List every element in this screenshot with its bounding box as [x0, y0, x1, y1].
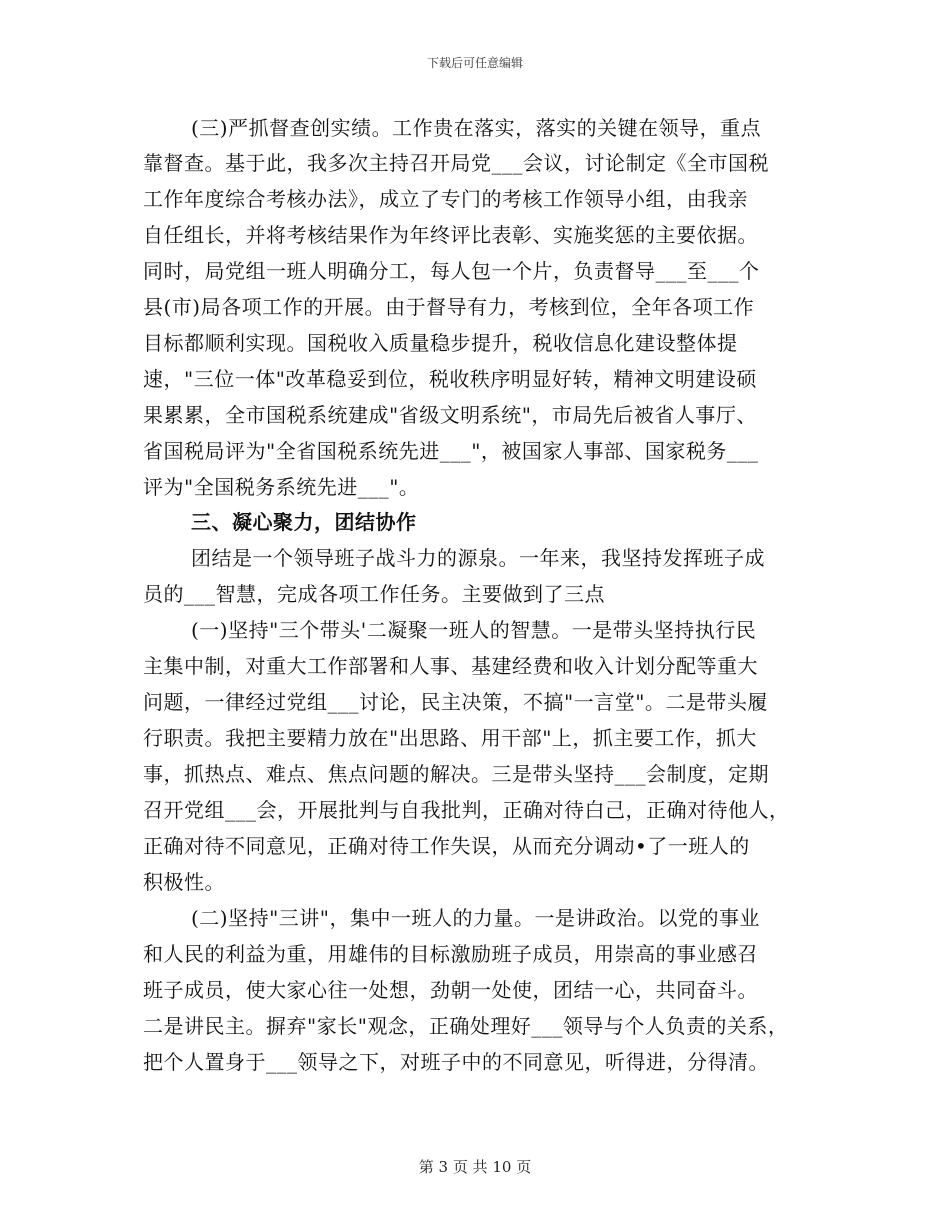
text-line: 行职责。我把主要精力放在"出思路、用干部"上，抓主要工作，抓大 [143, 726, 757, 750]
text-line: 主集中制，对重大工作部署和人事、基建经费和收入计划分配等重大 [143, 654, 758, 678]
text-line: 评为"全国税务系统先进___"。 [143, 475, 420, 499]
text-line: 速，"三位一体"改革稳妥到位，税收秩序明显好转，精神文明建设硕 [143, 367, 757, 391]
text-line: (二)坚持"三讲"，集中一班人的力量。一是讲政治。以党的事业 [191, 906, 761, 930]
section-heading: 三、凝心聚力，团结协作 [191, 510, 417, 534]
text-line: 县(市)局各项工作的开展。由于督导有力，考核到位，全年各项工作 [143, 295, 755, 319]
text-line: 和人民的利益为重，用雄伟的目标激励班子成员，用崇高的事业感召 [143, 942, 758, 966]
text-line: (三)严抓督查创实绩。工作贵在落实，落实的关键在领导，重点 [191, 116, 762, 140]
page-header: 下载后可任意编辑 [426, 56, 523, 70]
text-line: 二是讲民主。摒弃"家长"观念，正确处理好___领导与个人负责的关系， [143, 1014, 789, 1038]
page-footer: 第 3 页 共 10 页 [418, 1158, 532, 1176]
text-line: 团结是一个领导班子战斗力的源泉。一年来，我坚持发挥班子成 [191, 546, 765, 570]
text-line: 积极性。 [143, 870, 225, 894]
text-line: 同时，局党组一班人明确分工，每人包一个片，负责督导___至___个 [143, 259, 760, 283]
text-line: 目标都顺利实现。国税收入质量稳步提升，税收信息化建设整体提 [143, 331, 738, 355]
text-line: 工作年度综合考核办法》，成立了专门的考核工作领导小组，由我亲 [143, 187, 748, 211]
text-line: 把个人置身于___领导之下，对班子中的不同意见，听得进，分得清。 [143, 1050, 769, 1074]
text-line: (一)坚持"三个带头'二凝聚一班人的智慧。一是带头坚持执行民 [191, 618, 757, 642]
text-line: 省国税局评为"全省国税系统先进___"，被国家人事部、国家税务___ [143, 439, 759, 463]
text-line: 班子成员，使大家心往一处想，劲朝一处使，团结一心，共同奋斗。 [143, 978, 758, 1002]
text-line: 自任组长，并将考核结果作为年终评比表彰、实施奖惩的主要依据。 [143, 223, 758, 247]
text-line: 问题，一律经过党组___讨论，民主决策，不搞"一言堂"。二是带头履 [143, 690, 768, 714]
text-line: 事，抓热点、难点、焦点问题的解决。三是带头坚持___会制度，定期 [143, 762, 769, 786]
text-line: 果累累，全市国税系统建成"省级文明系统"，市局先后被省人事厅、 [143, 403, 757, 427]
text-line: 靠督查。基于此，我多次主持召开局党___会议，讨论制定《全市国税 [143, 151, 769, 175]
text-line: 正确对待不同意见，正确对待工作失误，从而充分调动•了一班人的 [143, 834, 750, 858]
text-line: 召开党组___会，开展批判与自我批判，正确对待白己，正确对待他人， [143, 798, 790, 822]
text-line: 员的___智慧，完成各项工作任务。主要做到了三点 [143, 582, 605, 606]
